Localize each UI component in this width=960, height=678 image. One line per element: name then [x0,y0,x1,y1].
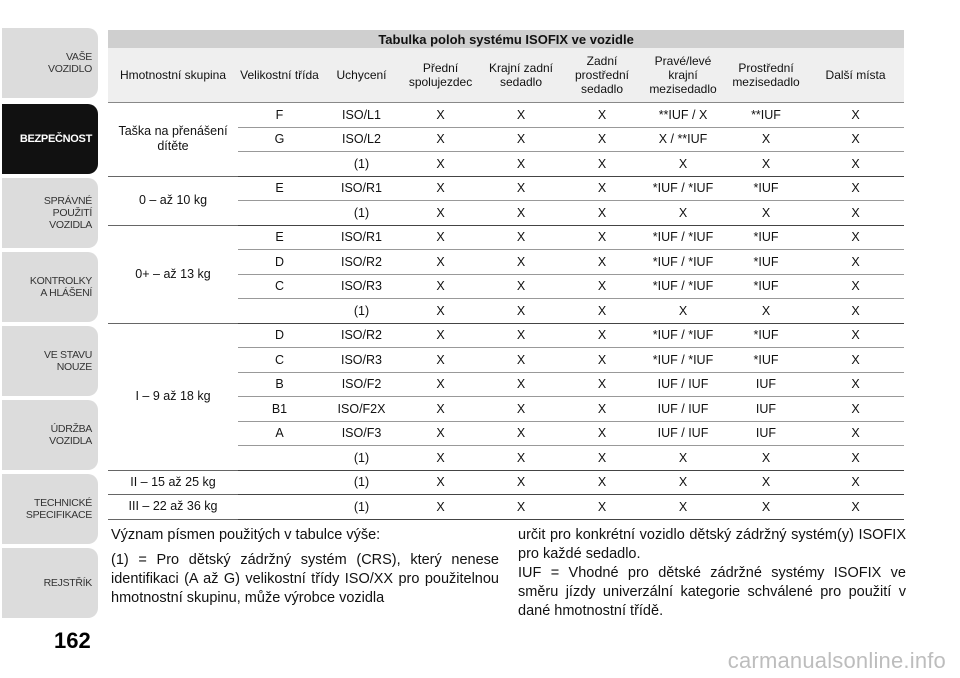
table-cell: X [479,397,563,422]
table-cell: E [238,225,321,250]
watermark: carmanualsonline.info [727,648,946,673]
table-cell: X [563,127,641,152]
weight-group-cell: I – 9 až 18 kg [108,323,238,470]
sidebar-tab-1[interactable] [2,28,98,98]
table-title: Tabulka poloh systému ISOFIX ve vozidle [108,30,904,48]
table-cell: **IUF / X [641,103,725,128]
table-cell: *IUF [725,348,807,373]
sidebar-nav [0,0,100,678]
table-cell: X [641,201,725,226]
table-cell: X [563,274,641,299]
table-cell: X [563,470,641,495]
table-cell: IUF [725,397,807,422]
weight-group-cell: Taška na přenášení dítěte [108,103,238,177]
table-cell: X [479,299,563,324]
table-cell: X [479,201,563,226]
table-cell: ISO/R2 [321,323,402,348]
table-cell: G [238,127,321,152]
weight-group-cell: II – 15 až 25 kg [108,470,238,495]
sidebar-tab-6[interactable] [2,400,98,470]
table-cell: X [807,201,904,226]
table-cell: IUF [725,372,807,397]
header-cell: Další místa [807,48,904,103]
table-cell: X [563,421,641,446]
table-cell: X [641,446,725,471]
table-cell: X [807,274,904,299]
table-cell: X [563,397,641,422]
table-cell: X [402,446,479,471]
table-cell: *IUF [725,274,807,299]
table-cell: X [563,299,641,324]
table-cell: X [563,152,641,177]
table-cell: X [479,274,563,299]
isofix-table [108,30,904,520]
table-cell: F [238,103,321,128]
table-cell: (1) [321,470,402,495]
table-cell: ISO/L1 [321,103,402,128]
table-cell: *IUF [725,323,807,348]
table-cell: IUF / IUF [641,421,725,446]
weight-group-cell: 0+ – až 13 kg [108,225,238,323]
sidebar-tab-8[interactable] [2,548,98,618]
table-cell [238,152,321,177]
table-cell: X [725,299,807,324]
table-cell: X [402,495,479,520]
table-cell: *IUF / *IUF [641,225,725,250]
table-cell [238,495,321,520]
table-cell: ISO/F2X [321,397,402,422]
table-row [108,103,904,128]
table-cell: IUF / IUF [641,372,725,397]
table-cell: C [238,348,321,373]
table-cell: X [479,421,563,446]
table-cell: X [479,250,563,275]
table-cell: X [807,127,904,152]
table-cell: X [807,152,904,177]
table-cell: X [641,152,725,177]
table-row [108,176,904,201]
table-cell: (1) [321,446,402,471]
table-cell: IUF [725,421,807,446]
table-cell: X [402,323,479,348]
header-cell: Přední spolujezdec [402,48,479,103]
sidebar-tab-label: REJSTŘÍK [43,577,92,589]
table-cell: (1) [321,201,402,226]
table-cell: E [238,176,321,201]
table-cell: X [402,274,479,299]
table-cell: X [563,225,641,250]
sidebar-tab-5[interactable] [2,326,98,396]
table-cell: X [479,225,563,250]
table-cell: X [563,348,641,373]
table-row [108,470,904,495]
table-cell: X [725,446,807,471]
table-cell: ISO/R1 [321,225,402,250]
sidebar-tab-4[interactable] [2,252,98,322]
table-cell: *IUF [725,176,807,201]
table-cell: X [402,201,479,226]
sidebar-tab-label: VAŠE VOZIDLO [48,51,92,75]
table-cell: X / **IUF [641,127,725,152]
sidebar-tab-7[interactable] [2,474,98,544]
table-cell: X [563,201,641,226]
table-cell: *IUF / *IUF [641,348,725,373]
table-cell: IUF / IUF [641,397,725,422]
notes-paragraph-2: IUF = Vhodné pro dětské zádržné systémy ISOFIX ve směru jízdy univerzální kategorie schválené pro použití v dané hmotnostní třídě. [518,565,906,619]
table-cell: X [807,446,904,471]
table-cell: X [725,495,807,520]
table-cell: ISO/F2 [321,372,402,397]
table-header-row [108,48,904,103]
table-cell: X [479,372,563,397]
table-cell [238,299,321,324]
header-cell: Zadní prostřední sedadlo [563,48,641,103]
table-cell: C [238,274,321,299]
table-row [108,225,904,250]
table-cell: X [479,470,563,495]
table-cell: ISO/R3 [321,274,402,299]
table-cell: X [807,299,904,324]
table-cell: ISO/R1 [321,176,402,201]
table-cell: X [479,348,563,373]
table-cell: B [238,372,321,397]
table-cell [238,201,321,226]
table-row [108,323,904,348]
header-cell: Krajní zadní sedadlo [479,48,563,103]
sidebar-tab-label: TECHNICKÉ SPECIFIKACE [25,497,92,521]
table-cell: X [807,495,904,520]
sidebar-tab-label: VE STAVU NOUZE [44,349,92,373]
sidebar-tab-3[interactable] [2,178,98,248]
header-cell: Uchycení [321,48,402,103]
table-cell: X [807,323,904,348]
table-cell: D [238,250,321,275]
sidebar-tab-label: ÚDRŽBA VOZIDLA [49,423,92,447]
table-cell: X [479,323,563,348]
table-cell: X [725,152,807,177]
table-cell: X [641,495,725,520]
table-row [108,495,904,520]
table-cell: X [402,397,479,422]
table-cell: X [807,176,904,201]
table-cell: X [725,127,807,152]
page-number: 162 [54,628,91,653]
table-cell: X [402,470,479,495]
notes-column-left [111,526,499,608]
table-cell: X [807,348,904,373]
table-cell: X [479,495,563,520]
sidebar-tab-2[interactable] [2,104,98,174]
table-cell: X [563,495,641,520]
table-cell: X [563,103,641,128]
table-cell: (1) [321,299,402,324]
header-cell: Velikostní třída [238,48,321,103]
table-cell: X [402,250,479,275]
table-cell: X [725,470,807,495]
weight-group-cell: III – 22 až 36 kg [108,495,238,520]
notes-paragraph-1-part-2: určit pro konkrétní vozidlo dětský zádržný systém(y) ISOFIX pro každé sedadlo. [518,527,906,562]
table-cell: X [807,225,904,250]
table-cell: B1 [238,397,321,422]
table-cell: X [563,372,641,397]
sidebar-tab-label: KONTROLKY A HLÁŠENÍ [29,275,92,299]
table-cell: X [402,421,479,446]
table-cell: X [402,348,479,373]
table-cell: ISO/F3 [321,421,402,446]
header-cell: Prostřední mezisedadlo [725,48,807,103]
notes-intro: Význam písmen použitých v tabulce výše: [111,527,381,543]
table-cell: D [238,323,321,348]
table-cell: X [402,372,479,397]
table-cell: X [563,446,641,471]
table-cell: X [402,299,479,324]
header-cell: Pravé/levé krajní mezisedadlo [641,48,725,103]
weight-group-cell: 0 – až 10 kg [108,176,238,225]
table-cell: (1) [321,495,402,520]
table-cell: X [479,103,563,128]
table-cell: X [641,299,725,324]
table-cell: X [402,176,479,201]
table-cell: *IUF [725,250,807,275]
table-cell: X [479,152,563,177]
table-cell: X [402,103,479,128]
table-cell: X [479,176,563,201]
sidebar-tab-label: SPRÁVNÉ POUŽITÍ VOZIDLA [43,195,92,231]
table-cell: X [807,103,904,128]
table-cell: *IUF [725,225,807,250]
table-cell: *IUF / *IUF [641,250,725,275]
table-cell: (1) [321,152,402,177]
table-cell: X [402,152,479,177]
table-cell: X [479,127,563,152]
notes-column-right [518,526,906,621]
table-cell: X [807,250,904,275]
table-cell: X [807,421,904,446]
table-cell: X [563,250,641,275]
table-cell [238,446,321,471]
table-cell: X [402,225,479,250]
table-cell [238,470,321,495]
table-cell: ISO/R2 [321,250,402,275]
table-cell: X [807,397,904,422]
table-cell: X [807,372,904,397]
table-cell: X [641,470,725,495]
table-cell: X [807,470,904,495]
table-cell: *IUF / *IUF [641,274,725,299]
header-cell: Hmotnostní skupina [108,48,238,103]
table-cell: **IUF [725,103,807,128]
table-cell: ISO/L2 [321,127,402,152]
table-cell: X [563,323,641,348]
table-cell: X [725,201,807,226]
table-cell: *IUF / *IUF [641,323,725,348]
notes-paragraph-1-part-1: (1) = Pro dětský zádržný systém (CRS), který nenese identifikaci (A až G) velikostní třídy ISO/XX pro použitelnou hmotnostní skupinu, může výrobce vozidla [111,552,499,606]
table-cell: A [238,421,321,446]
table-cell: X [402,127,479,152]
table-cell: X [563,176,641,201]
table-cell: ISO/R3 [321,348,402,373]
table-cell: X [479,446,563,471]
sidebar-tab-label: BEZPEČNOST [19,133,92,145]
table-cell: *IUF / *IUF [641,176,725,201]
